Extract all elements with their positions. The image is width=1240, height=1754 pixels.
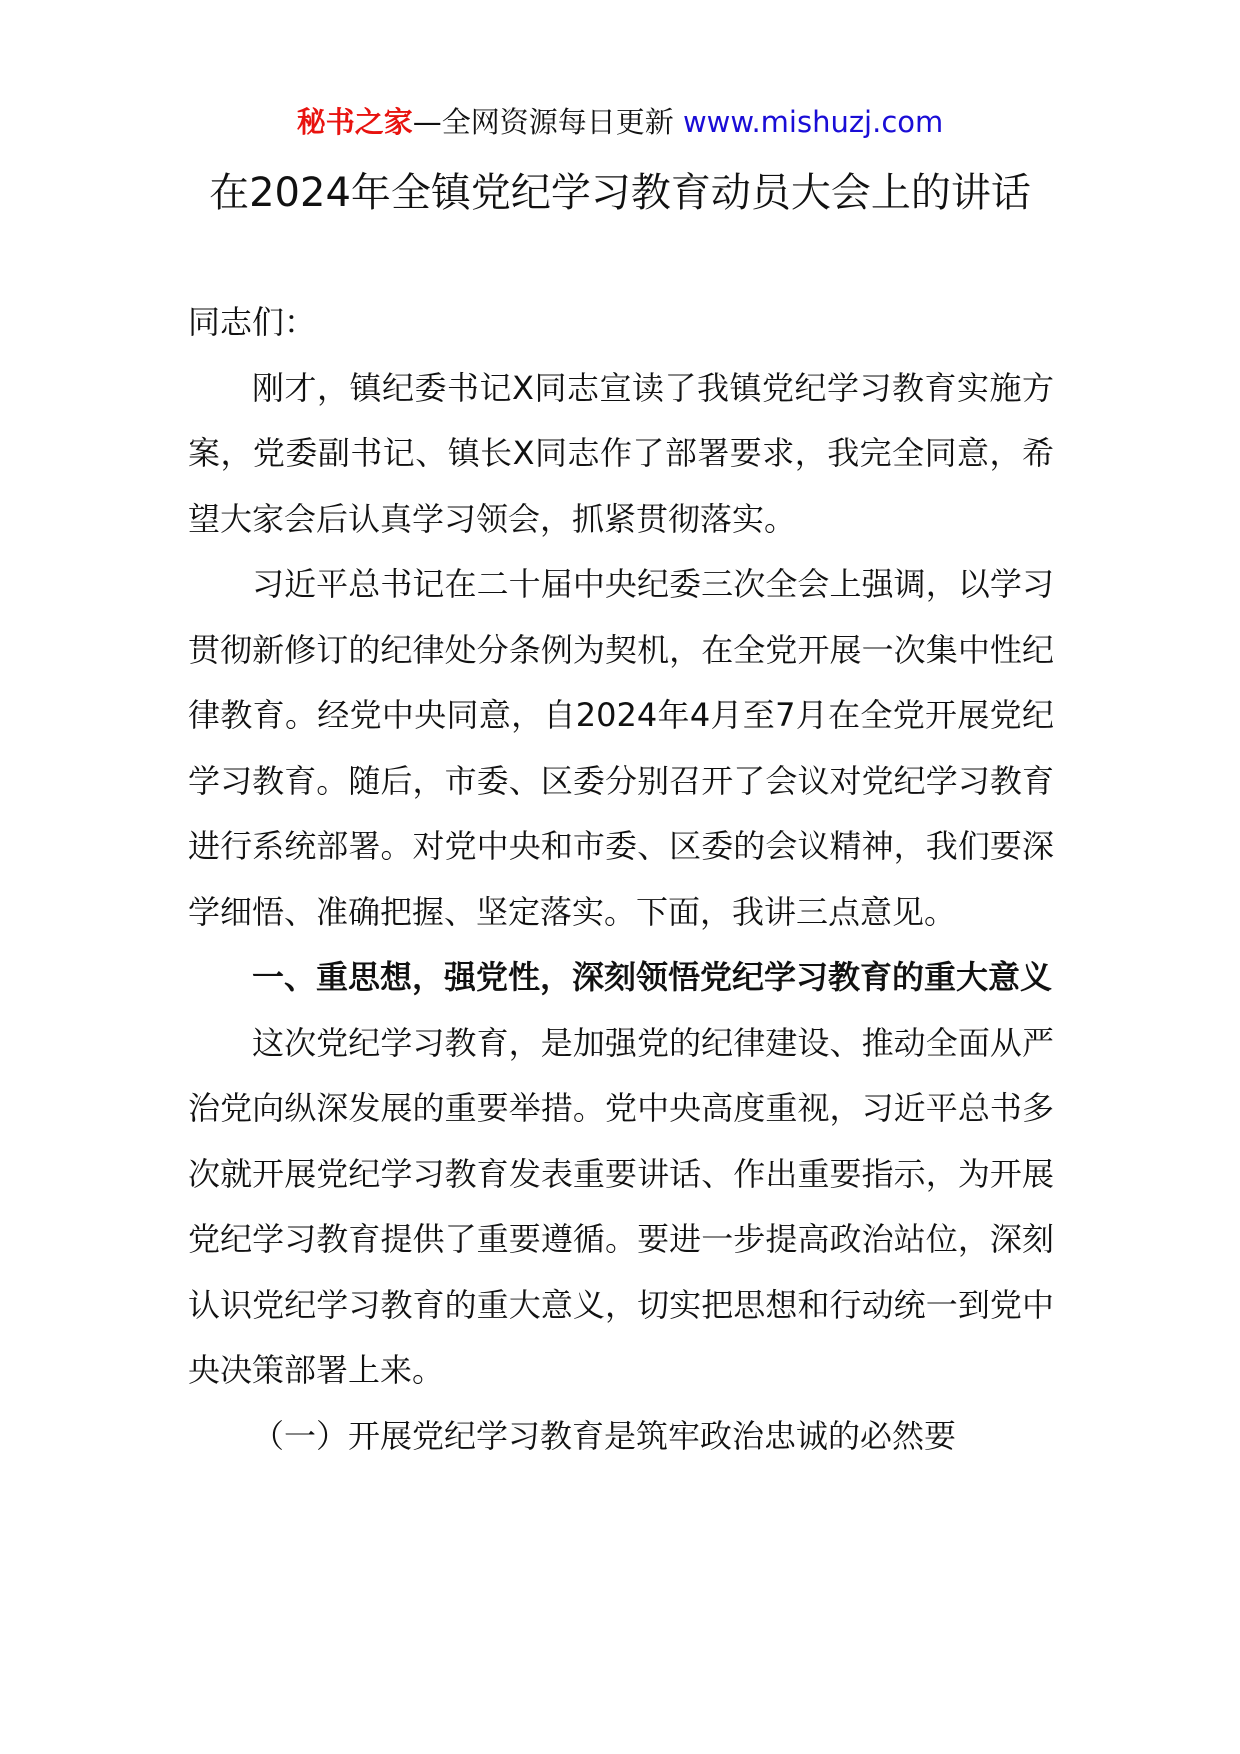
subsection-heading: （一）开展党纪学习教育是筑牢政治忠诚的必然要 [252, 1416, 957, 1455]
site-header [0, 102, 1240, 142]
paragraph-1: 刚才，镇纪委书记X同志宣读了我镇党纪学习教育实施方案，党委副书记、镇长X同志作了部署要求，我完全同意，希望大家会后认真学习领会，抓紧贯彻落实。 [188, 368, 1054, 538]
greeting: 同志们： [188, 303, 317, 341]
brand-name: 秘书之家 [296, 105, 413, 139]
site-url-link[interactable]: www.mishuzj.com [682, 105, 944, 139]
document-body [188, 290, 1054, 1469]
header-slogan: —全网资源每日更新 [412, 105, 674, 139]
paragraph-2: 习近平总书记在二十届中央纪委三次全会上强调，以学习贯彻新修订的纪律处分条例为契机，在全党开展一次集中性纪律教育。经党中央同意，自2024年4月至7月在全党开展党纪学习教育。随后，市委、区委分别召开了会议对党纪学习教育进行系统部署。对党中央和市委、区委的会议精神，我们要深学细悟、准确把握、坚定落实。下面，我讲三点意见。 [188, 565, 1054, 931]
section-heading: 一、重思想，强党性，深刻领悟党纪学习教育的重大意义 [252, 958, 1053, 996]
document-title: 在2024年全镇党纪学习教育动员大会上的讲话 [209, 170, 1031, 216]
section-paragraph: 这次党纪学习教育，是加强党的纪律建设、推动全面从严治党向纵深发展的重要举措。党中央高度重视，习近平总书多次就开展党纪学习教育发表重要讲话、作出重要指示，为开展党纪学习教育提供了重要遵循。要进一步提高政治站位，深刻认识党纪学习教育的重大意义，切实把思想和行动统一到党中央决策部署上来。 [188, 1023, 1054, 1389]
